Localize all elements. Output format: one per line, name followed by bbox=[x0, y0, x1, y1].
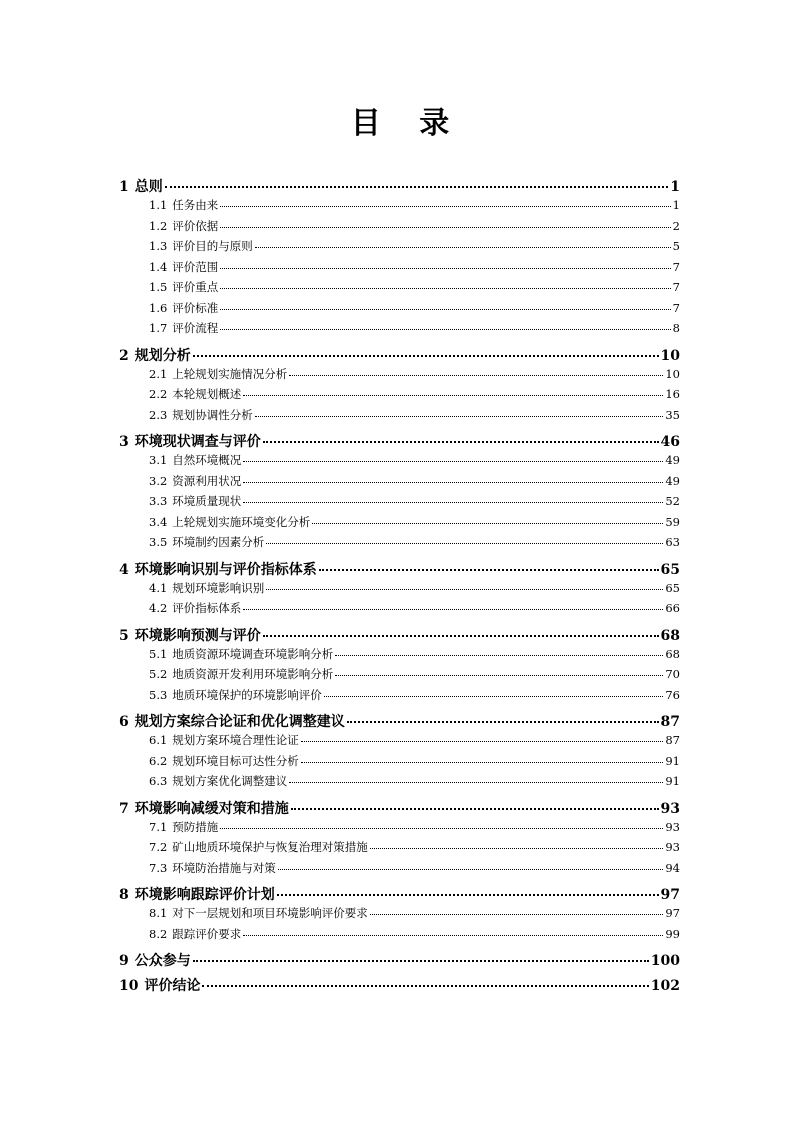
toc-entry-number: 8.2 bbox=[149, 926, 168, 941]
toc-entry-title: 上轮规划实施环境变化分析 bbox=[172, 514, 311, 529]
toc-entry-number: 5.2 bbox=[149, 667, 168, 681]
toc-entry-title: 资源利用状况 bbox=[172, 473, 242, 488]
toc-entry-page: 2 bbox=[672, 218, 680, 233]
toc-entry-page: 1 bbox=[670, 179, 680, 195]
toc-section-row[interactable] bbox=[119, 238, 680, 259]
dot-leader bbox=[220, 268, 670, 269]
toc-section-row[interactable] bbox=[119, 926, 680, 947]
toc-section-row[interactable] bbox=[119, 666, 680, 687]
toc-section-row[interactable] bbox=[119, 259, 680, 280]
toc-chapter-row[interactable] bbox=[119, 884, 680, 905]
toc-entry-label bbox=[149, 905, 368, 921]
toc-entry-page: 68 bbox=[665, 646, 680, 661]
toc-entry-number: 6.3 bbox=[149, 774, 168, 788]
toc-entry-number: 2.1 bbox=[149, 366, 168, 381]
toc-entry-number: 10 bbox=[119, 978, 139, 994]
toc-entry-title: 规划协调性分析 bbox=[172, 407, 253, 422]
toc-entry-page: 94 bbox=[665, 860, 680, 875]
dot-leader bbox=[263, 635, 659, 637]
toc-entry-page: 93 bbox=[660, 800, 680, 817]
toc-section-row[interactable] bbox=[119, 407, 680, 428]
toc-entry-number: 3.1 bbox=[149, 453, 168, 467]
toc-entry-label bbox=[149, 580, 264, 596]
toc-entry-page: 35 bbox=[665, 407, 680, 422]
toc-entry-title: 任务由来 bbox=[172, 198, 219, 212]
toc-entry-title: 自然环境概况 bbox=[172, 453, 242, 467]
toc-chapter-row[interactable] bbox=[119, 950, 680, 971]
toc-entry-page: 7 bbox=[672, 280, 680, 294]
toc-entry-label bbox=[149, 687, 322, 703]
toc-entry-number: 4.2 bbox=[149, 601, 168, 615]
toc-entry-number: 3 bbox=[119, 434, 129, 450]
toc-entry-title: 规划方案综合论证和优化调整建议 bbox=[134, 714, 345, 730]
toc-entry-label bbox=[149, 753, 299, 769]
toc-entry-title: 评价流程 bbox=[172, 321, 219, 335]
toc-entry-number: 6.2 bbox=[149, 753, 168, 768]
toc-section-row[interactable] bbox=[119, 905, 680, 926]
toc-entry-label bbox=[119, 625, 261, 645]
toc-entry-title: 评价目的与原则 bbox=[172, 239, 253, 253]
toc-entry-title: 对下一层规划和项目环境影响评价要求 bbox=[172, 906, 368, 920]
toc-entry-number: 1.3 bbox=[149, 239, 168, 253]
toc-entry-page: 65 bbox=[665, 580, 680, 595]
toc-entry-label bbox=[119, 975, 200, 995]
toc-entry-title: 规划方案环境合理性论证 bbox=[172, 733, 299, 747]
dot-leader bbox=[193, 355, 659, 357]
toc-section-row[interactable] bbox=[119, 197, 680, 218]
toc-entry-number: 7.3 bbox=[149, 860, 168, 875]
table-of-contents bbox=[119, 176, 680, 996]
toc-entry-page: 8 bbox=[672, 321, 680, 335]
dot-leader bbox=[324, 696, 664, 697]
dot-leader bbox=[319, 569, 659, 571]
dot-leader bbox=[165, 186, 669, 188]
toc-chapter-row[interactable] bbox=[119, 711, 680, 732]
toc-entry-page: 91 bbox=[665, 753, 680, 768]
toc-entry-page: 10 bbox=[660, 347, 680, 364]
toc-section-row[interactable] bbox=[119, 753, 680, 774]
toc-entry-title: 本轮规划概述 bbox=[172, 387, 242, 401]
toc-entry-title: 地质资源开发利用环境影响分析 bbox=[172, 667, 334, 681]
toc-entry-title: 跟踪评价要求 bbox=[172, 926, 242, 941]
toc-entry-title: 评价指标体系 bbox=[172, 601, 242, 615]
toc-entry-page: 59 bbox=[665, 514, 680, 529]
toc-entry-page: 16 bbox=[665, 387, 680, 401]
dot-leader bbox=[220, 828, 663, 829]
toc-section-row[interactable] bbox=[119, 860, 680, 881]
toc-entry-number: 7.2 bbox=[149, 840, 168, 854]
toc-entry-page: 7 bbox=[672, 300, 680, 315]
toc-entry-number: 5 bbox=[119, 627, 129, 644]
dot-leader bbox=[202, 985, 648, 987]
toc-entry-label bbox=[149, 452, 241, 468]
toc-entry-page: 97 bbox=[660, 887, 680, 903]
toc-entry-title: 总则 bbox=[134, 179, 163, 195]
toc-entry-number: 1.5 bbox=[149, 280, 168, 294]
dot-leader bbox=[289, 375, 663, 376]
toc-section-row[interactable] bbox=[119, 732, 680, 753]
toc-entry-label bbox=[119, 711, 345, 731]
toc-entry-number: 7.1 bbox=[149, 819, 168, 834]
toc-entry-title: 规划环境影响识别 bbox=[172, 580, 265, 595]
toc-entry-label bbox=[119, 950, 191, 970]
dot-leader bbox=[243, 461, 663, 462]
toc-chapter-row[interactable] bbox=[119, 176, 680, 197]
dot-leader bbox=[243, 395, 663, 396]
toc-entry-number: 2.2 bbox=[149, 387, 168, 401]
toc-entry-page: 46 bbox=[660, 434, 680, 450]
toc-entry-page: 66 bbox=[665, 601, 680, 615]
toc-entry-title: 环境质量现状 bbox=[172, 494, 242, 508]
toc-entry-number: 1 bbox=[119, 179, 129, 195]
toc-entry-title: 环境影响跟踪评价计划 bbox=[134, 887, 275, 903]
toc-section-row[interactable] bbox=[119, 300, 680, 321]
toc-entry-title: 评价依据 bbox=[172, 218, 219, 233]
toc-section-row[interactable] bbox=[119, 493, 680, 514]
toc-entry-label bbox=[149, 926, 241, 942]
toc-entry-label bbox=[119, 345, 191, 365]
toc-entry-page: 93 bbox=[665, 840, 680, 854]
dot-leader bbox=[243, 502, 663, 503]
dot-leader bbox=[220, 206, 670, 207]
dot-leader bbox=[370, 914, 664, 915]
toc-entry-label bbox=[149, 534, 264, 550]
toc-entry-page: 100 bbox=[650, 953, 680, 969]
toc-entry-label bbox=[119, 431, 261, 451]
toc-entry-title: 公众参与 bbox=[134, 953, 191, 969]
dot-leader bbox=[220, 329, 670, 330]
toc-entry-number: 1.6 bbox=[149, 300, 168, 315]
toc-entry-label bbox=[149, 473, 241, 489]
toc-section-row[interactable] bbox=[119, 279, 680, 300]
toc-entry-label bbox=[149, 300, 218, 316]
toc-entry-page: 70 bbox=[665, 667, 680, 681]
toc-entry-page: 52 bbox=[665, 494, 680, 508]
toc-entry-number: 7 bbox=[119, 800, 129, 817]
toc-section-row[interactable] bbox=[119, 452, 680, 473]
toc-entry-title: 矿山地质环境保护与恢复治理对策措施 bbox=[172, 840, 368, 854]
toc-entry-number: 8 bbox=[119, 887, 129, 903]
toc-entry-page: 97 bbox=[665, 906, 680, 920]
toc-section-row[interactable] bbox=[119, 320, 680, 341]
dot-leader bbox=[255, 416, 664, 417]
toc-section-row[interactable] bbox=[119, 386, 680, 407]
toc-entry-label bbox=[119, 559, 317, 579]
toc-entry-label bbox=[149, 279, 218, 295]
dot-leader bbox=[370, 848, 664, 849]
toc-entry-page: 49 bbox=[665, 453, 680, 467]
toc-entry-label bbox=[149, 732, 299, 748]
toc-entry-number: 1.7 bbox=[149, 321, 168, 335]
toc-entry-page: 87 bbox=[665, 733, 680, 747]
toc-entry-page: 91 bbox=[665, 774, 680, 788]
toc-entry-page: 65 bbox=[660, 561, 680, 578]
dot-leader bbox=[266, 543, 663, 544]
dot-leader bbox=[277, 894, 659, 896]
dot-leader bbox=[193, 960, 649, 962]
toc-entry-number: 6 bbox=[119, 714, 129, 730]
dot-leader bbox=[301, 762, 664, 763]
toc-entry-label bbox=[149, 600, 241, 616]
toc-section-row[interactable] bbox=[119, 819, 680, 840]
toc-entry-label bbox=[149, 366, 287, 382]
toc-entry-label bbox=[149, 819, 218, 835]
toc-entry-number: 6.1 bbox=[149, 733, 168, 747]
toc-section-row[interactable] bbox=[119, 600, 680, 621]
dot-leader bbox=[335, 675, 663, 676]
toc-entry-page: 76 bbox=[665, 687, 680, 702]
toc-entry-page: 1 bbox=[672, 198, 680, 212]
toc-entry-page: 7 bbox=[672, 259, 680, 274]
toc-entry-number: 4 bbox=[119, 561, 129, 578]
dot-leader bbox=[278, 869, 664, 870]
toc-chapter-row[interactable] bbox=[119, 431, 680, 452]
toc-section-row[interactable] bbox=[119, 218, 680, 239]
toc-entry-title: 地质环境保护的环境影响评价 bbox=[172, 687, 322, 702]
dot-leader bbox=[347, 721, 659, 723]
toc-section-row[interactable] bbox=[119, 646, 680, 667]
toc-chapter-row[interactable] bbox=[119, 345, 680, 366]
toc-entry-number: 8.1 bbox=[149, 906, 168, 920]
toc-chapter-row[interactable] bbox=[119, 559, 680, 580]
toc-entry-label bbox=[149, 493, 241, 509]
toc-entry-page: 68 bbox=[660, 627, 680, 644]
toc-entry-page: 63 bbox=[665, 535, 680, 549]
dot-leader bbox=[266, 589, 663, 590]
toc-entry-label bbox=[149, 860, 276, 876]
toc-entry-number: 2.3 bbox=[149, 407, 168, 422]
dot-leader bbox=[289, 782, 663, 783]
toc-entry-label bbox=[149, 197, 218, 213]
toc-entry-title: 评价重点 bbox=[172, 280, 219, 294]
toc-entry-label bbox=[149, 514, 310, 530]
toc-entry-label bbox=[149, 666, 333, 682]
toc-entry-page: 102 bbox=[650, 978, 680, 994]
dot-leader bbox=[312, 523, 663, 524]
toc-section-row[interactable] bbox=[119, 839, 680, 860]
dot-leader bbox=[291, 808, 659, 810]
toc-chapter-row[interactable] bbox=[119, 798, 680, 819]
dot-leader bbox=[243, 482, 663, 483]
toc-entry-label bbox=[149, 238, 253, 254]
toc-entry-title: 评价范围 bbox=[172, 259, 219, 274]
toc-entry-number: 5.3 bbox=[149, 687, 168, 702]
toc-entry-title: 规划环境目标可达性分析 bbox=[172, 753, 299, 768]
toc-entry-page: 5 bbox=[672, 239, 680, 253]
toc-entry-page: 49 bbox=[665, 473, 680, 488]
dot-leader bbox=[243, 935, 663, 936]
toc-entry-label bbox=[149, 773, 287, 789]
toc-entry-title: 地质资源环境调查环境影响分析 bbox=[172, 646, 334, 661]
dot-leader bbox=[243, 609, 663, 610]
page-title: 目 录 bbox=[350, 106, 464, 141]
dot-leader bbox=[220, 227, 670, 228]
toc-entry-page: 87 bbox=[660, 714, 680, 730]
toc-section-row[interactable] bbox=[119, 773, 680, 794]
toc-entry-title: 评价标准 bbox=[172, 300, 219, 315]
toc-entry-number: 3.2 bbox=[149, 473, 168, 488]
dot-leader bbox=[335, 655, 663, 656]
toc-entry-title: 预防措施 bbox=[172, 819, 219, 834]
toc-entry-number: 3.5 bbox=[149, 535, 168, 549]
toc-entry-label bbox=[149, 839, 368, 855]
toc-section-row[interactable] bbox=[119, 514, 680, 535]
toc-entry-label bbox=[149, 320, 218, 336]
toc-entry-title: 环境影响识别与评价指标体系 bbox=[134, 561, 317, 578]
toc-entry-number: 3.4 bbox=[149, 514, 168, 529]
toc-entry-number: 9 bbox=[119, 953, 129, 969]
toc-entry-title: 环境影响减缓对策和措施 bbox=[134, 800, 289, 817]
toc-entry-label bbox=[119, 176, 163, 196]
toc-section-row[interactable] bbox=[119, 366, 680, 387]
toc-entry-title: 规划分析 bbox=[134, 347, 191, 364]
toc-entry-page: 93 bbox=[665, 819, 680, 834]
toc-chapter-row[interactable] bbox=[119, 625, 680, 646]
toc-entry-title: 环境影响预测与评价 bbox=[134, 627, 261, 644]
toc-entry-title: 规划方案优化调整建议 bbox=[172, 774, 288, 788]
toc-section-row[interactable] bbox=[119, 687, 680, 708]
toc-entry-page: 99 bbox=[665, 926, 680, 941]
dot-leader bbox=[220, 309, 670, 310]
toc-entry-number: 2 bbox=[119, 347, 129, 364]
toc-entry-title: 上轮规划实施情况分析 bbox=[172, 366, 288, 381]
toc-entry-number: 1.1 bbox=[149, 198, 168, 212]
toc-entry-title: 评价结论 bbox=[144, 978, 201, 994]
toc-entry-title: 环境制约因素分析 bbox=[172, 535, 265, 549]
toc-entry-label bbox=[149, 386, 241, 402]
toc-chapter-row[interactable] bbox=[119, 975, 680, 996]
toc-section-row[interactable] bbox=[119, 580, 680, 601]
toc-entry-label bbox=[119, 798, 289, 818]
toc-entry-number: 3.3 bbox=[149, 494, 168, 508]
toc-entry-number: 5.1 bbox=[149, 646, 168, 661]
toc-section-row[interactable] bbox=[119, 534, 680, 555]
toc-entry-page: 10 bbox=[665, 366, 680, 381]
toc-entry-label bbox=[149, 259, 218, 275]
toc-section-row[interactable] bbox=[119, 473, 680, 494]
toc-entry-number: 1.2 bbox=[149, 218, 168, 233]
toc-entry-number: 4.1 bbox=[149, 580, 168, 595]
dot-leader bbox=[263, 441, 659, 443]
dot-leader bbox=[255, 247, 671, 248]
toc-entry-label bbox=[149, 407, 253, 423]
toc-entry-title: 环境现状调查与评价 bbox=[134, 434, 261, 450]
toc-entry-label bbox=[149, 218, 218, 234]
toc-entry-title: 环境防治措施与对策 bbox=[172, 860, 276, 875]
toc-entry-label bbox=[119, 884, 275, 904]
dot-leader bbox=[220, 288, 670, 289]
dot-leader bbox=[301, 741, 664, 742]
toc-entry-label bbox=[149, 646, 333, 662]
toc-entry-number: 1.4 bbox=[149, 259, 168, 274]
